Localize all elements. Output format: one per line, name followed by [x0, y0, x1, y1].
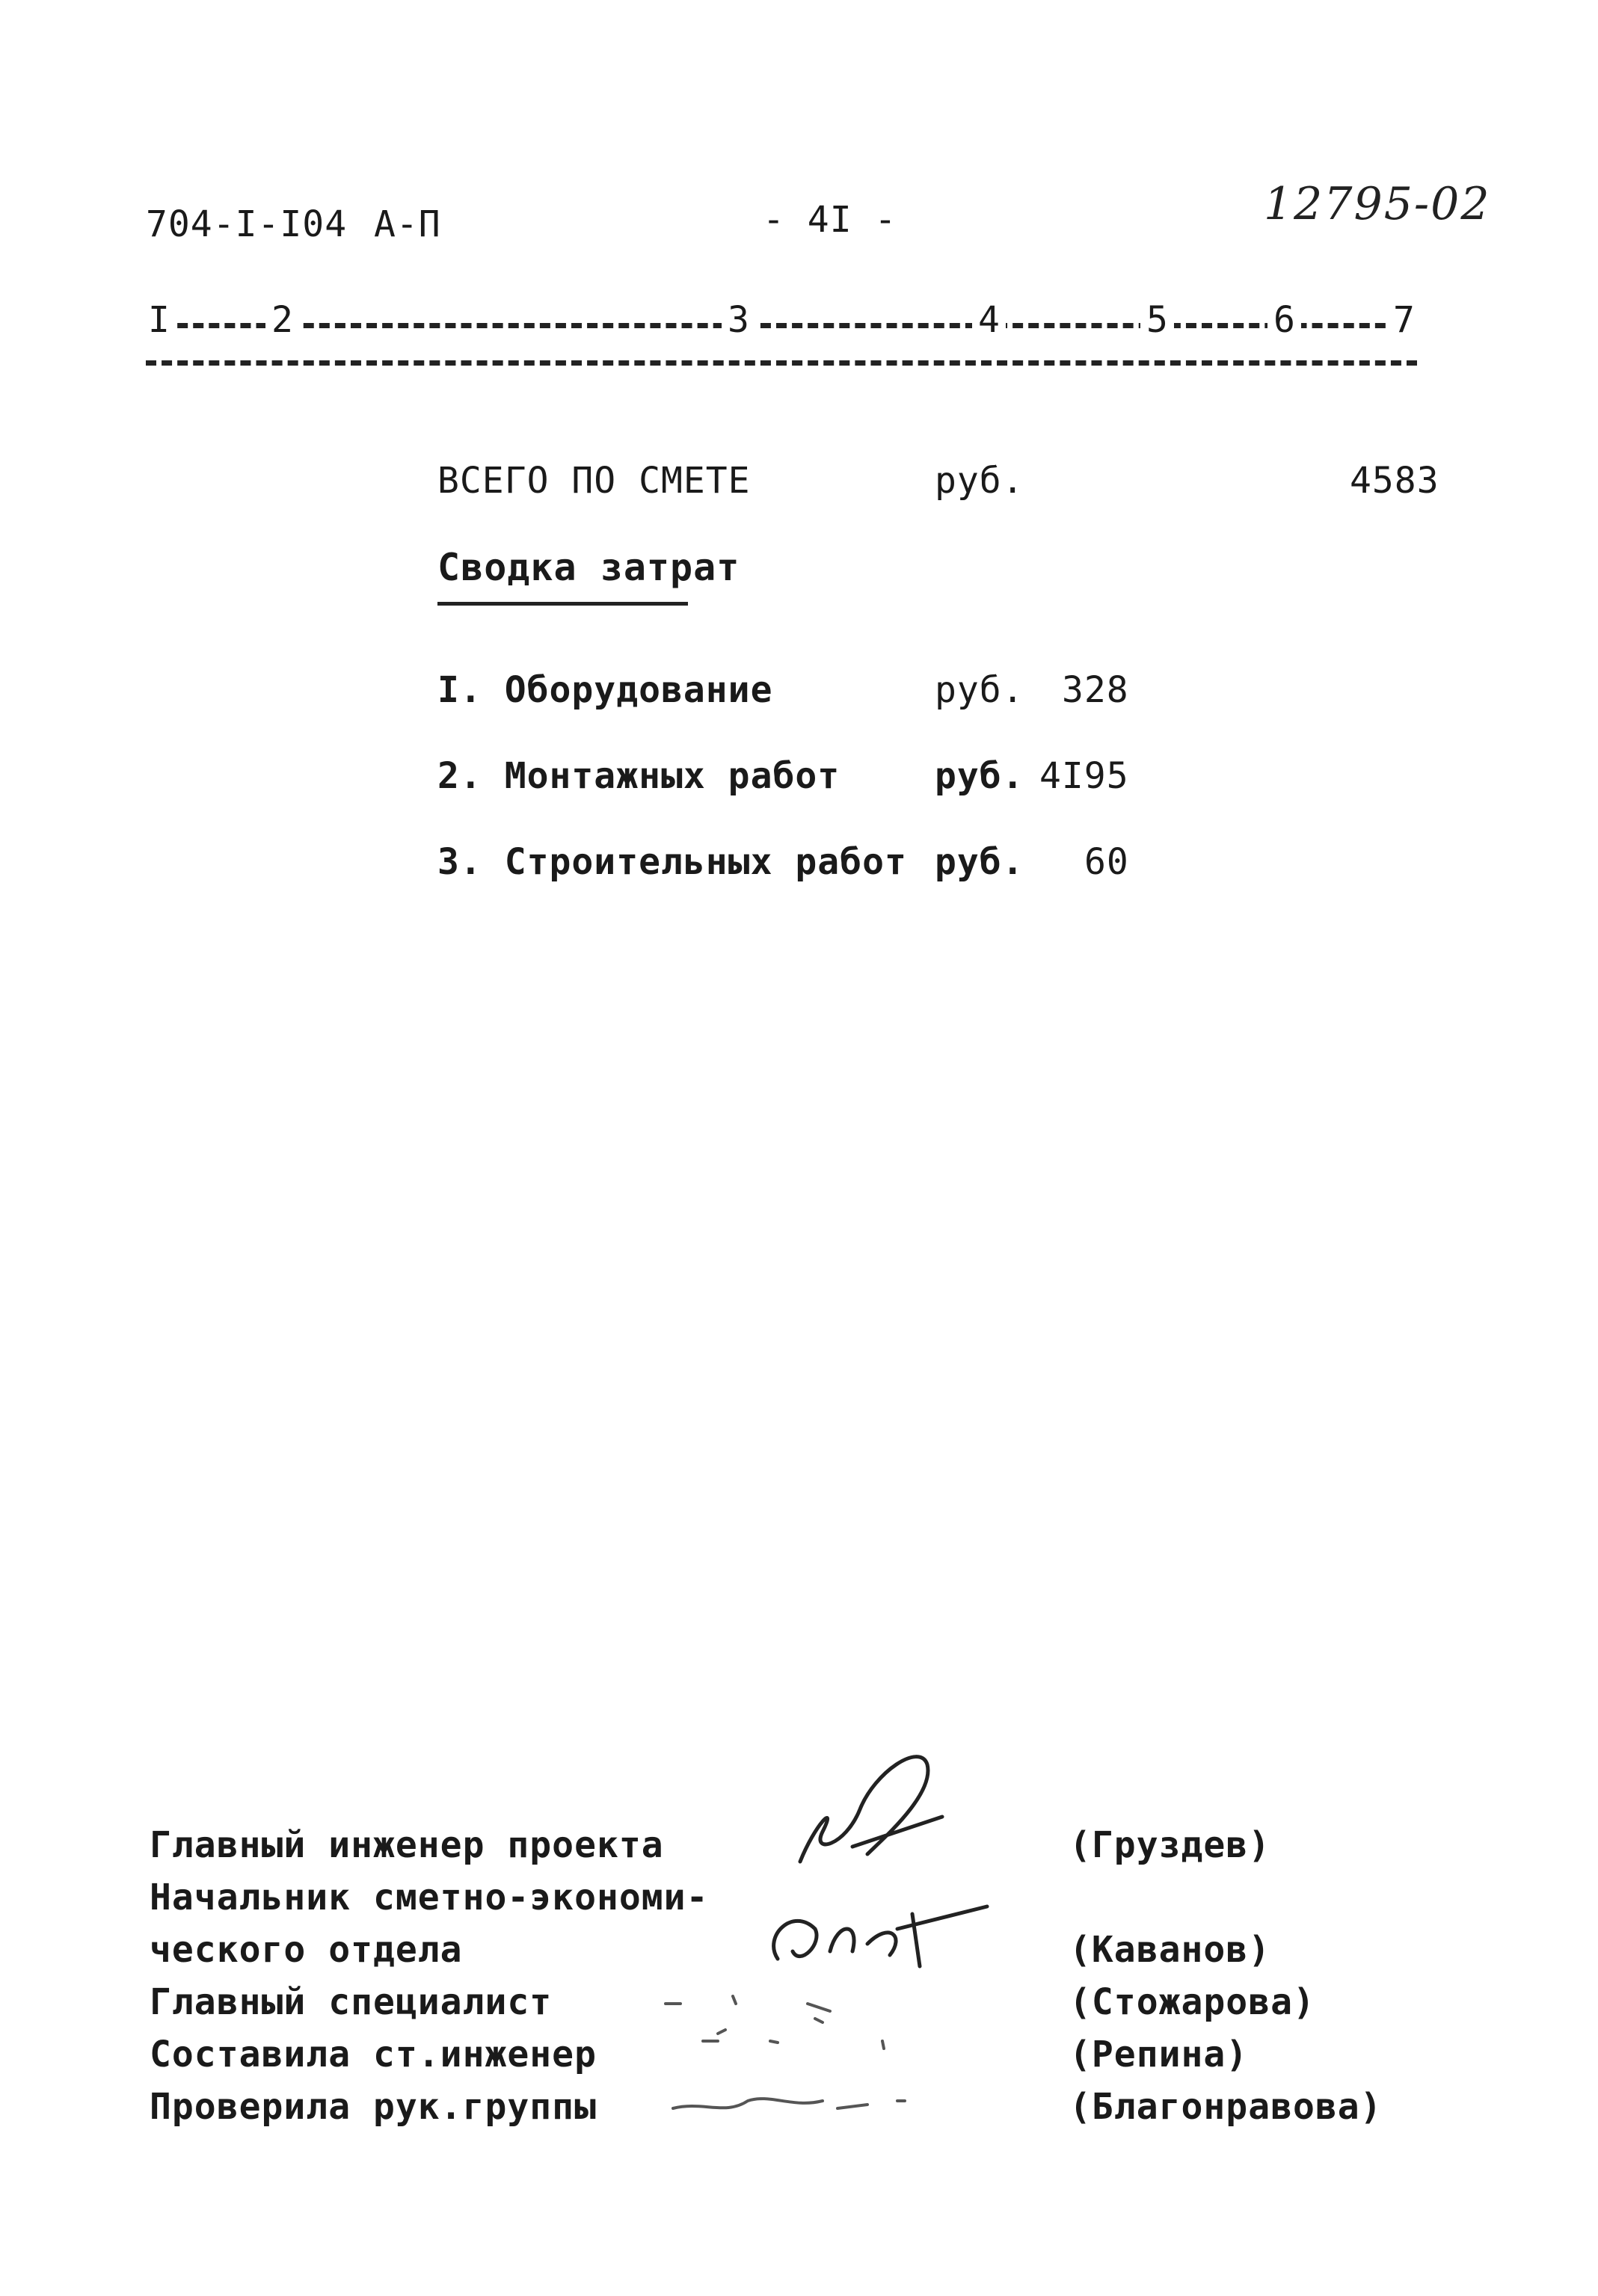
summary-item-unit-2: руб. [935, 755, 1024, 797]
summary-item-label-3: 3. Строительных работ [437, 841, 907, 883]
column-number-1: I [142, 299, 176, 341]
summary-item-unit-3: руб. [935, 841, 1024, 883]
role-chief-engineer: Главный инженер проекта [150, 1824, 664, 1866]
summary-title-underline [437, 602, 688, 606]
name-repina: (Репина) [1069, 2034, 1249, 2075]
handwritten-stamp-number: 12795-02 [1264, 178, 1491, 230]
summary-item-unit-1: руб. [935, 669, 1024, 711]
role-checked-by: Проверила рук.группы [150, 2086, 597, 2128]
total-value: 4583 [1350, 460, 1439, 502]
column-number-2: 2 [265, 299, 299, 341]
signature-gruzdev-icon [778, 1735, 972, 1884]
column-number-4: 4 [972, 299, 1006, 341]
signature-kavanov-icon [748, 1892, 1002, 1981]
column-number-5: 5 [1140, 299, 1174, 341]
column-number-7: 7 [1387, 299, 1421, 341]
summary-item-value-2: 4I95 [1039, 755, 1129, 797]
sheet-label: А-П [374, 203, 441, 245]
name-kavanov: (Каванов) [1069, 1929, 1271, 1971]
role-chief-specialist: Главный специалист [150, 1981, 553, 2023]
column-number-6: 6 [1267, 299, 1301, 341]
column-dash-line-top [146, 323, 1417, 328]
name-blagonravova: (Благонравова) [1069, 2086, 1383, 2128]
role-head-estimate-line2: ческого отдела [150, 1929, 463, 1971]
page-number: - 4I - [763, 199, 897, 241]
name-stozharova: (Стожарова) [1069, 1981, 1315, 2023]
name-gruzdev: (Груздев) [1069, 1824, 1271, 1866]
summary-title: Сводка затрат [437, 546, 740, 589]
document-code: 704-I-I04 [146, 203, 348, 245]
signature-faint-marks-icon [658, 1989, 927, 2138]
summary-item-label-2: 2. Монтажных работ [437, 755, 841, 797]
summary-item-value-3: 60 [1084, 841, 1129, 883]
total-label: ВСЕГО ПО СМЕТЕ [437, 460, 751, 502]
summary-item-label-1: I. Оборудование [437, 669, 773, 711]
role-compiled-by: Составила ст.инженер [150, 2034, 597, 2075]
column-dash-line-bottom [146, 360, 1417, 366]
summary-item-value-1: 328 [1062, 669, 1129, 711]
role-head-estimate-line1: Начальник сметно-экономи- [150, 1877, 709, 1918]
total-unit: руб. [935, 460, 1024, 502]
column-number-3: 3 [722, 299, 755, 341]
